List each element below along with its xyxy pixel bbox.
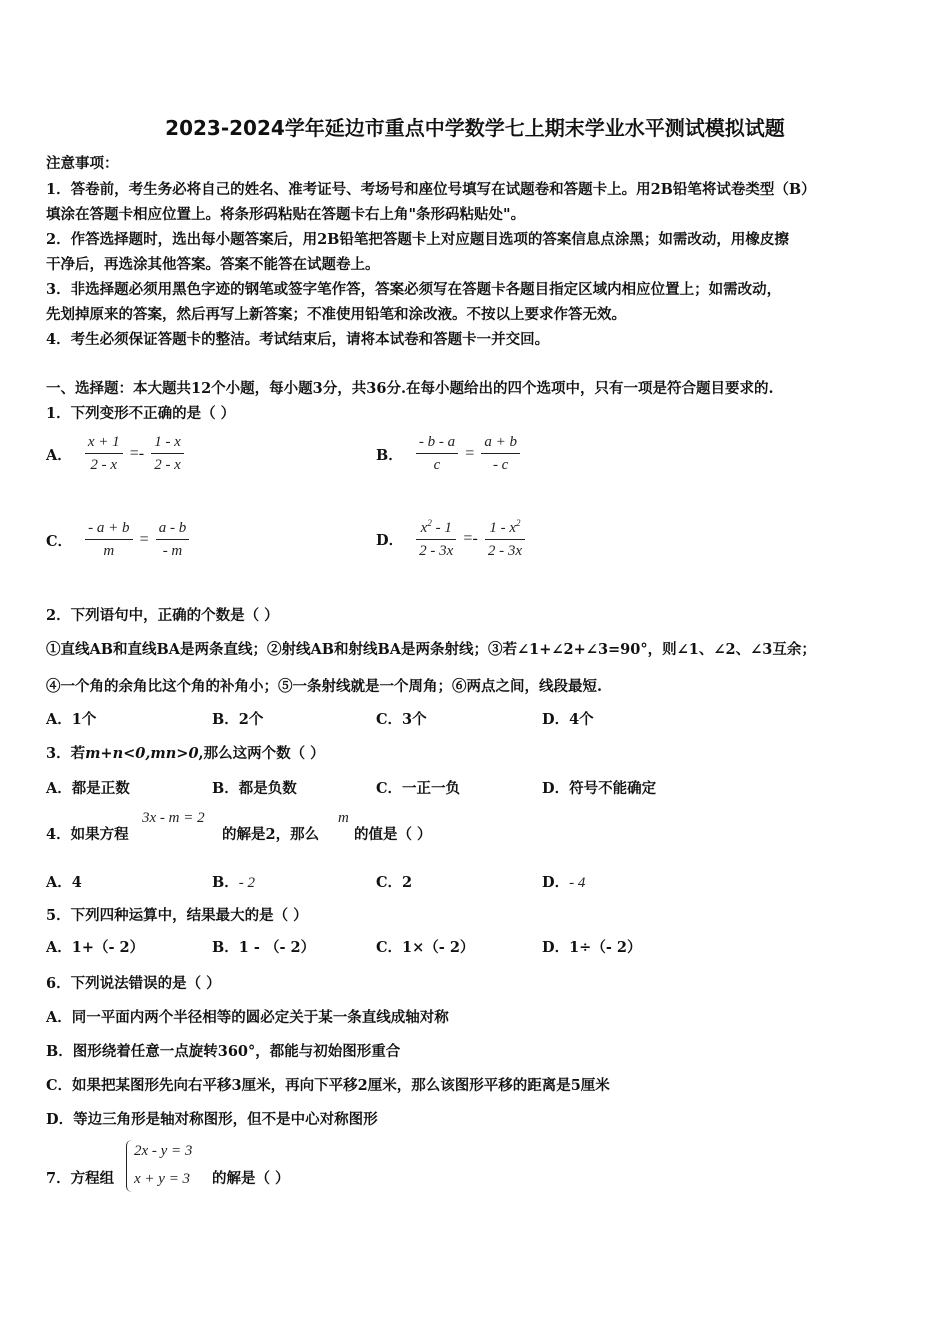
option-d: D．符号不能确定 — [542, 780, 657, 797]
numerator: x + 1 — [85, 434, 123, 454]
question-text: ①直线AB和直线BA是两条直线；②射线AB和射线BA是两条射线；③若∠1+∠2+∠3=90°，则∠1、∠2、∠3互余； — [46, 641, 816, 658]
notice-line: 2．作答选择题时，选出每小题答案后，用2B铅笔把答题卡上对应题目选项的答案信息点涂黑；如需改动，用橡皮擦 — [46, 231, 789, 248]
option-value: 4 — [71, 874, 82, 891]
q1-option-c — [46, 520, 189, 560]
option-a: A．都是正数 — [46, 780, 130, 797]
denominator: m — [103, 543, 115, 559]
math-term: 1 - x — [489, 520, 517, 536]
option-label: C． — [46, 532, 73, 550]
math-term: - 1 — [431, 520, 452, 536]
option-a: A．1个 — [46, 711, 97, 728]
notice-line: 干净后，再选涂其他答案。答案不能答在试题卷上。 — [46, 256, 380, 273]
option-a: A．1+（- 2） — [46, 939, 145, 956]
option-label: C． — [376, 874, 403, 891]
equals-sign: = — [465, 445, 475, 462]
option-b: B．都是负数 — [212, 780, 297, 797]
notice-line: 先划掉原来的答案，然后再写上新答案；不准使用铅笔和涂改液。不按以上要求作答无效。 — [46, 306, 626, 323]
q1-option-d — [376, 518, 525, 560]
stem-text: 的值是（ ） — [354, 826, 432, 843]
option-d: D．4个 — [542, 711, 594, 728]
equals-sign: =- — [129, 445, 145, 462]
numerator: - b - a — [416, 434, 458, 454]
numerator: 1 - x — [151, 434, 184, 454]
option-value: - 2 — [238, 875, 256, 891]
option-b: B．图形绕着任意一点旋转360°，都能与初始图形重合 — [46, 1043, 401, 1060]
denominator: 2 - 3x — [487, 543, 523, 559]
q1-option-b — [376, 434, 520, 474]
equation: 3x - m = 2 — [142, 810, 205, 826]
notice-line: 3．非选择题必须用黑色字迹的钢笔或签字笔作答，答案必须写在答题卡各题目指定区域内相应位置上；如需改动， — [46, 281, 782, 298]
option-label: A． — [46, 446, 72, 464]
section-heading: 一、选择题：本大题共12个小题，每小题3分，共36分.在每小题给出的四个选项中，只有一项是符合题目要求的. — [46, 380, 774, 397]
stem-text: 的解是2，那么 — [222, 826, 320, 843]
equals-sign: =- — [463, 530, 478, 547]
option-a — [46, 871, 82, 892]
q1-option-a — [46, 434, 184, 474]
option-c: C．如果把某图形先向右平移3厘米，再向下平移2厘米，那么该图形平移的距离是5厘米 — [46, 1077, 610, 1094]
question-3-stem — [46, 742, 325, 763]
denominator: c — [433, 457, 441, 473]
question-6-stem: 6．下列说法错误的是（ ） — [46, 975, 221, 992]
option-c — [376, 871, 412, 892]
stem-text: 的解是（ ） — [212, 1170, 290, 1187]
exponent: 2 — [427, 518, 432, 528]
option-d: D．等边三角形是轴对称图形，但不是中心对称图形 — [46, 1111, 378, 1128]
question-1-stem: 1．下列变形不正确的是（ ） — [46, 405, 236, 422]
question-2-stem: 2．下列语句中，正确的个数是（ ） — [46, 607, 279, 624]
stem-text: ,那么这两个数（ ） — [198, 745, 325, 762]
option-b: B．2个 — [212, 711, 264, 728]
option-label: D． — [542, 874, 570, 891]
option-value: 2 — [402, 874, 413, 891]
denominator: 2 - x — [90, 457, 118, 473]
equation-1: 2x - y = 3 — [134, 1143, 193, 1159]
option-label: D． — [376, 531, 404, 549]
denominator: - c — [492, 457, 509, 473]
option-d — [542, 871, 585, 892]
denominator: 2 - x — [154, 457, 181, 473]
numerator: a + b — [481, 434, 520, 454]
exponent: 2 — [516, 518, 521, 528]
numerator: a - b — [156, 520, 190, 540]
question-text: ④一个角的余角比这个角的补角小；⑤一条射线就是一个周角；⑥两点之间，线段最短. — [46, 678, 603, 695]
notice-line: 4．考生必须保证答题卡的整洁。考试结束后，请将本试卷和答题卡一并交回。 — [46, 331, 550, 348]
option-d: D．1÷（- 2） — [542, 939, 642, 956]
option-b — [212, 871, 255, 892]
option-label: B． — [212, 874, 239, 891]
option-label: B． — [376, 446, 403, 464]
question-7-stem: 7．方程组 — [46, 1170, 115, 1187]
equals-sign: = — [139, 531, 149, 548]
notice-line: 填涂在答题卡相应位置上。将条形码粘贴在答题卡右上角"条形码粘贴处"。 — [46, 206, 526, 223]
numerator: - a + b — [85, 520, 132, 540]
stem-text: 3．若 — [46, 745, 86, 762]
option-b: B．1 - （- 2） — [212, 939, 316, 956]
option-c: C．一正一负 — [376, 780, 461, 797]
page-title: 2023-2024学年延边市重点中学数学七上期末学业水平测试模拟试题 — [165, 116, 785, 140]
option-label: A． — [46, 874, 72, 891]
notice-heading: 注意事项： — [46, 155, 119, 172]
option-c: C．3个 — [376, 711, 427, 728]
denominator: 2 - 3x — [419, 543, 454, 559]
notice-line: 1．答卷前，考生务必将自己的姓名、准考证号、考场号和座位号填写在试题卷和答题卡上。用2B铅笔将试卷类型（B） — [46, 181, 816, 198]
question-5-stem: 5．下列四种运算中，结果最大的是（ ） — [46, 907, 308, 924]
question-4-stem: 4．如果方程 — [46, 826, 129, 843]
option-value: - 4 — [569, 875, 586, 891]
equation-2: x + y = 3 — [134, 1171, 191, 1187]
variable: m — [338, 810, 349, 826]
system-brace — [126, 1140, 133, 1192]
option-a: A．同一平面内两个半径相等的圆必定关于某一条直线成轴对称 — [46, 1009, 449, 1026]
condition: m+n<0,mn>0 — [85, 745, 199, 762]
math-term: x — [420, 520, 428, 536]
denominator: - m — [162, 543, 183, 559]
option-c: C．1×（- 2） — [376, 939, 475, 956]
